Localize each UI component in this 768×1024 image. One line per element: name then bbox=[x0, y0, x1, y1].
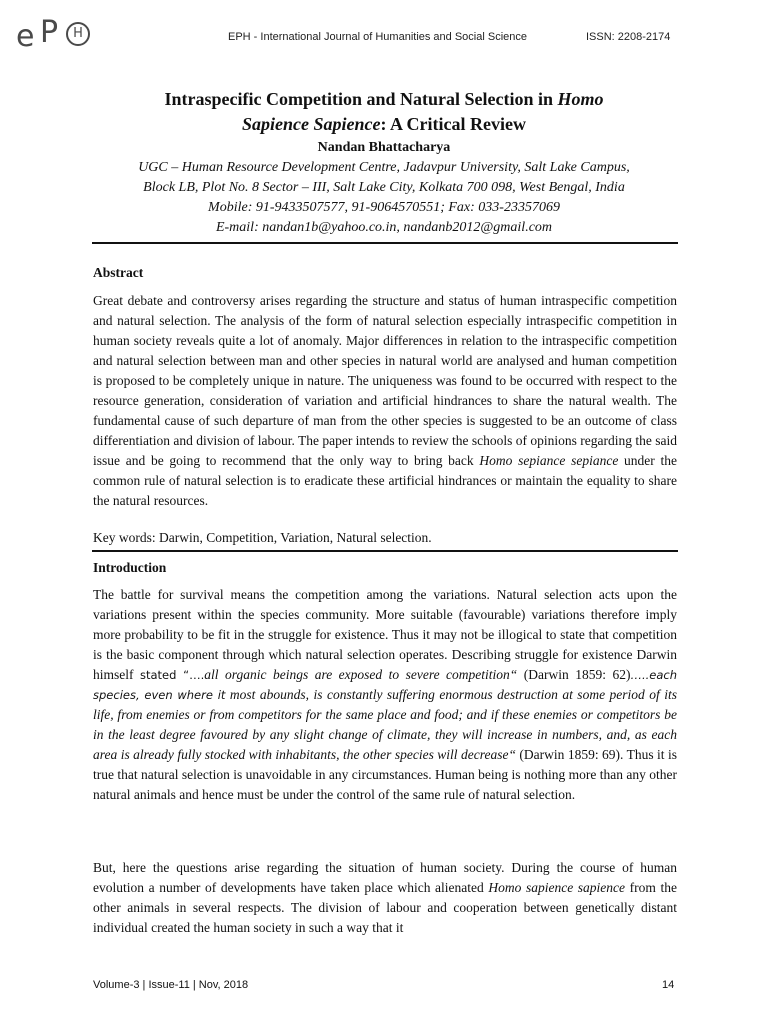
citation-1: (Darwin 1859: 62) bbox=[517, 667, 631, 682]
darwin-quote-2: most abounds, is constantly suffering enormous destruction at some period of its life, from enemies or from competitors for the same place and food; and if these enemies or competitors be in the least degree favoured by any slight change of climate, they will increase in numbers, and, as each area is already fully stocked with inhabitants, the other species will decrease“ bbox=[93, 687, 677, 762]
title-text: : A Critical Review bbox=[380, 114, 526, 134]
title-text: Intraspecific Competition and Natural Selection in bbox=[164, 89, 558, 109]
intro-text: from the other animals in several respects. The division of labour and cooperation between genetically distant individual created the human society in such a way that it bbox=[93, 880, 677, 935]
intro-stated-text: stated “…. bbox=[139, 668, 205, 682]
footer-volume-issue: Volume-3 | Issue-11 | Nov, 2018 bbox=[93, 979, 249, 991]
introduction-paragraph-2 bbox=[93, 858, 677, 938]
author-name: Nandan Bhattacharya bbox=[317, 140, 451, 155]
abstract-italic-text: Homo sepiance sepiance bbox=[479, 453, 619, 468]
journal-name: EPH - International Journal of Humanities and Social Science bbox=[228, 31, 527, 43]
contact-email: E-mail: nandan1b@yahoo.co.in, nandanb2012@gmail.com bbox=[215, 220, 553, 235]
affiliation-line-1: UGC – Human Resource Development Centre, Jadavpur University, Salt Lake Campus, bbox=[138, 160, 630, 175]
eph-logo bbox=[16, 15, 102, 58]
darwin-quote-2-start: …..each species, even where it bbox=[93, 668, 677, 702]
abstract-text: under the common rule of natural selection is to eradicate these artificial hindrances or maintain the equality to share the natural resources. bbox=[93, 453, 677, 508]
abstract-text: Great debate and controversy arises regarding the structure and status of human intraspecific competition and natural selection. The analysis of the form of natural selection especially intraspecific competition in human society reveals quite a lot of anomaly. Major differences in relation to the intraspecific competition and natural selection between man and other species in natural world are analysed and human competition is proposed to be completely unique in nature. The uniqueness was found to be occurred with respect to the resource generation, consideration of variation and artificial hindrances to share the natural wealth. The fundamental cause of such departure of man from the other species is suggested to be an outcome of class differentiation and division of labour. The paper intends to review the schools of opinions regarding the said issue and be going to recommend that the only way to bring back bbox=[93, 293, 677, 468]
intro-text: But, here the questions arise regarding the situation of human society. During the course of human evolution a number of developments have taken place which alienated bbox=[93, 860, 677, 895]
intro-italic-text: Homo sapience sapience bbox=[488, 880, 626, 895]
title-italic-text: Sapience Sapience bbox=[242, 114, 381, 134]
darwin-quote-1: all organic beings are exposed to severe competition“ bbox=[204, 667, 518, 682]
logo-letter-p: P bbox=[40, 15, 59, 50]
issn-number: ISSN: 2208-2174 bbox=[586, 31, 671, 43]
introduction-paragraph-1 bbox=[93, 585, 677, 805]
abstract-heading: Abstract bbox=[93, 265, 144, 280]
logo-letter-e: e bbox=[16, 19, 35, 54]
abstract-paragraph bbox=[93, 291, 677, 511]
logo-letter-h-circle: H bbox=[66, 22, 90, 46]
divider-rule-top bbox=[92, 242, 678, 244]
keywords-line: Key words: Darwin, Competition, Variation, Natural selection. bbox=[93, 530, 432, 545]
page-number: 14 bbox=[662, 979, 675, 991]
divider-rule-bottom bbox=[92, 550, 678, 552]
introduction-heading: Introduction bbox=[93, 560, 167, 575]
contact-phone-fax: Mobile: 91-9433507577, 91-9064570551; Fax: 033-23357069 bbox=[208, 200, 560, 215]
intro-text: (Darwin 1859: 69). Thus it is true that natural selection is unavoidable in any circumstances. Human being is nothing more than any other natural animals and hence must be under the control of the same rule of natural selection. bbox=[93, 747, 677, 802]
title-italic-text: Homo bbox=[557, 89, 604, 109]
paper-title-line-1 bbox=[90, 89, 678, 110]
paper-title-line-2 bbox=[90, 114, 678, 135]
affiliation-line-2: Block LB, Plot No. 8 Sector – III, Salt Lake City, Kolkata 700 098, West Bengal, India bbox=[143, 180, 625, 195]
intro-text: The battle for survival means the competition among the variations. Natural selection acts upon the variations present within the species community. More suitable (favourable) variations therefore imply more probability to be fit in the struggle for existence. Thus it may not be illogical to state that competition is the basic component through which natural selection operates. Describing struggle for existence Darwin himself bbox=[93, 587, 677, 682]
